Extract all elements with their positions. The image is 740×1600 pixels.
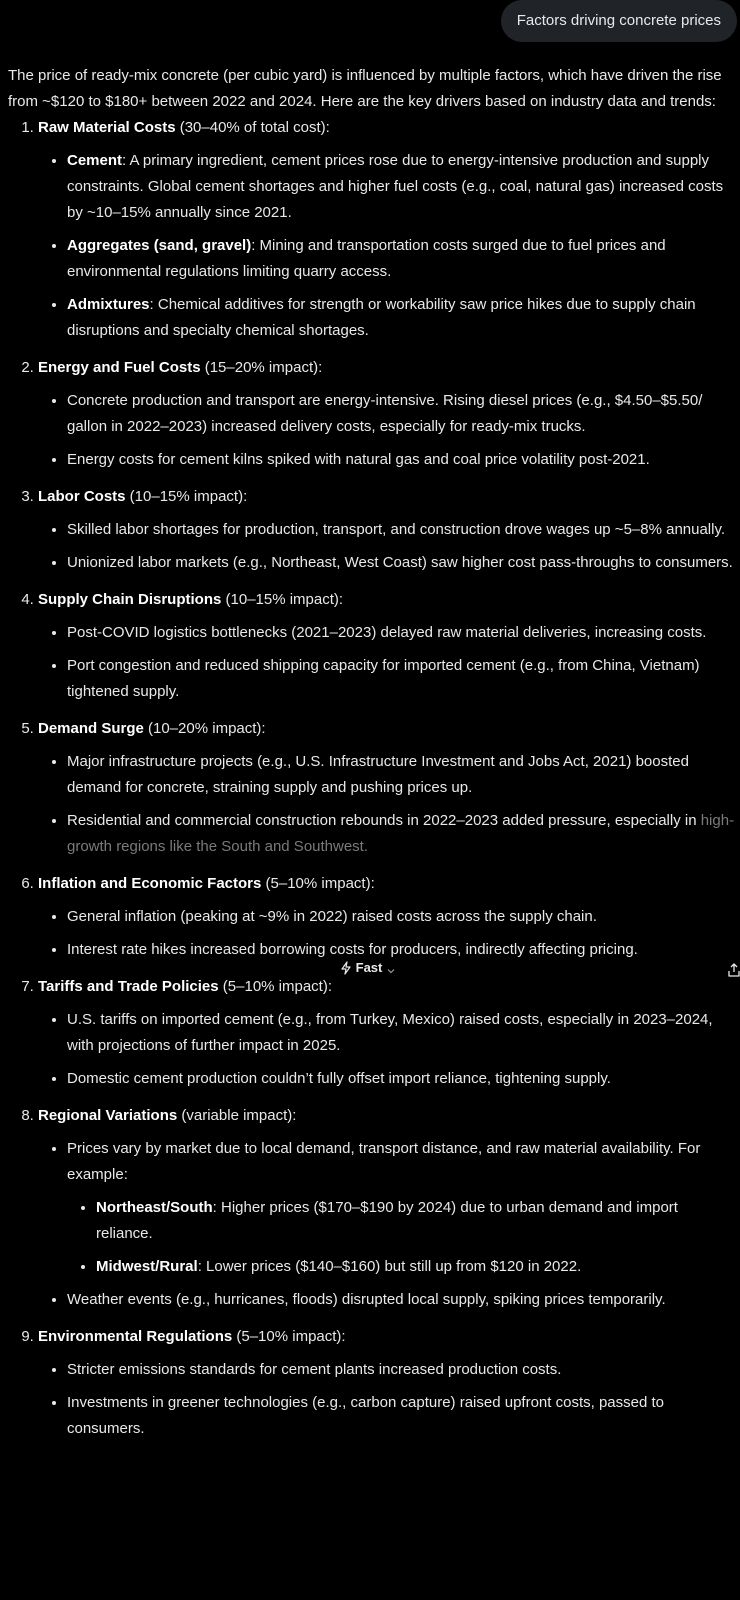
bolt-icon bbox=[340, 961, 352, 975]
section-impact: (5–10% impact): bbox=[232, 1328, 346, 1345]
bullet-item bbox=[67, 550, 736, 576]
bullet-text: General inflation (peaking at ~9% in 2022) raised costs across the supply chain. bbox=[67, 908, 597, 925]
section-heading bbox=[38, 871, 736, 897]
bullet-text: : Chemical additives for strength or workability saw price hikes due to supply chain disruptions and specialty chemical shortages. bbox=[67, 296, 696, 339]
bullet-item bbox=[67, 517, 736, 543]
factor-section bbox=[38, 355, 736, 473]
assistant-response bbox=[8, 63, 736, 1453]
section-title: Inflation and Economic Factors bbox=[38, 875, 262, 892]
factor-section bbox=[38, 974, 736, 1092]
section-impact: (10–15% impact): bbox=[221, 591, 344, 608]
factor-section bbox=[38, 484, 736, 576]
factor-section bbox=[38, 1324, 736, 1442]
bullet-text: Unionized labor markets (e.g., Northeast, West Coast) saw higher cost pass-throughs to consumers. bbox=[67, 554, 733, 571]
bullet-item bbox=[67, 1357, 736, 1383]
bullet-item bbox=[67, 148, 736, 226]
bullet-text: Concrete production and transport are energy-intensive. Rising diesel prices (e.g., $4.50–$5.50/ gallon in 2022–2023) increased delivery costs, especially for ready-mix trucks. bbox=[67, 392, 703, 435]
bullet-lead: Aggregates (sand, gravel) bbox=[67, 237, 252, 254]
bullet-list bbox=[38, 388, 736, 473]
chevron-down-icon bbox=[386, 967, 396, 975]
bullet-list bbox=[38, 1357, 736, 1442]
bullet-text: : Mining and transportation costs surged due to fuel prices and environmental regulations limiting quarry access. bbox=[67, 237, 666, 280]
bullet-item bbox=[67, 292, 736, 344]
bullet-text-faded: high-growth regions like the South and Southwest. bbox=[67, 812, 735, 855]
bullet-text: Skilled labor shortages for production, transport, and construction drove wages up ~5–8% annually. bbox=[67, 521, 726, 538]
bullet-text: Domestic cement production couldn’t fully offset import reliance, tightening supply. bbox=[67, 1070, 611, 1087]
bullet-list bbox=[38, 148, 736, 344]
bullet-item bbox=[67, 447, 736, 473]
bullet-text: Major infrastructure projects (e.g., U.S. Infrastructure Investment and Jobs Act, 2021) boosted demand for concrete, straining supply and pushing prices up. bbox=[67, 753, 689, 796]
section-impact: (5–10% impact): bbox=[261, 875, 375, 892]
sub-bullet-item bbox=[96, 1195, 736, 1247]
bullet-list bbox=[38, 1136, 736, 1313]
bullet-list bbox=[38, 749, 736, 860]
share-button[interactable] bbox=[728, 961, 740, 977]
bullet-text: Residential and commercial construction rebounds in 2022–2023 added pressure, especially in bbox=[67, 812, 701, 829]
bullet-text: Port congestion and reduced shipping capacity for imported cement (e.g., from China, Vietnam) tightened supply. bbox=[67, 657, 700, 700]
bullet-text: Energy costs for cement kilns spiked with natural gas and coal price volatility post-2021. bbox=[67, 451, 650, 468]
bullet-text: Prices vary by market due to local demand, transport distance, and raw material availability. For example: bbox=[67, 1140, 701, 1183]
bullet-lead: Admixtures bbox=[67, 296, 150, 313]
share-icon bbox=[728, 962, 740, 978]
section-title: Raw Material Costs bbox=[38, 119, 176, 136]
bullet-text: Weather events (e.g., hurricanes, floods) disrupted local supply, spiking prices temporarily. bbox=[67, 1291, 666, 1308]
section-heading bbox=[38, 1103, 736, 1129]
bullet-list bbox=[38, 620, 736, 705]
section-impact: (10–15% impact): bbox=[125, 488, 248, 505]
mode-selector[interactable] bbox=[340, 958, 396, 978]
section-title: Regional Variations bbox=[38, 1107, 178, 1124]
user-message-bubble: Factors driving concrete prices bbox=[501, 0, 737, 42]
factor-section bbox=[38, 1103, 736, 1313]
bullet-item bbox=[67, 620, 736, 646]
bullet-item bbox=[67, 1007, 736, 1059]
section-heading bbox=[38, 1324, 736, 1350]
bullet-text: : Higher prices ($170–$190 by 2024) due to urban demand and import reliance. bbox=[96, 1199, 678, 1242]
factor-list bbox=[8, 115, 736, 1442]
bullet-text: U.S. tariffs on imported cement (e.g., from Turkey, Mexico) raised costs, especially in 2023–2024, with projections of further impact in 2025. bbox=[67, 1011, 713, 1054]
section-title: Energy and Fuel Costs bbox=[38, 359, 201, 376]
section-title: Demand Surge bbox=[38, 720, 144, 737]
bullet-item bbox=[67, 1287, 736, 1313]
bullet-item bbox=[67, 653, 736, 705]
bullet-list bbox=[38, 517, 736, 576]
bullet-text: Interest rate hikes increased borrowing costs for producers, indirectly affecting pricing. bbox=[67, 941, 638, 958]
bullet-item bbox=[67, 388, 736, 440]
mode-label: Fast bbox=[355, 960, 383, 975]
response-intro: The price of ready-mix concrete (per cubic yard) is influenced by multiple factors, which have driven the rise from ~$120 to $180+ between 2022 and 2024. Here are the key drivers based on industry data and trends: bbox=[8, 67, 722, 110]
bullet-item bbox=[67, 904, 736, 930]
factor-section bbox=[38, 115, 736, 344]
bullet-text: : A primary ingredient, cement prices rose due to energy-intensive production and supply constraints. Global cement shortages and higher fuel costs (e.g., coal, natural gas) increased costs by ~10–15% annually since 2021. bbox=[67, 152, 724, 221]
section-impact: (30–40% of total cost): bbox=[175, 119, 330, 136]
bullet-item bbox=[67, 1136, 736, 1280]
bullet-list bbox=[38, 904, 736, 963]
bullet-text: Post-COVID logistics bottlenecks (2021–2023) delayed raw material deliveries, increasing costs. bbox=[67, 624, 707, 641]
section-heading bbox=[38, 484, 736, 510]
section-impact: (5–10% impact): bbox=[218, 978, 333, 995]
section-title: Supply Chain Disruptions bbox=[38, 591, 222, 608]
factor-section bbox=[38, 716, 736, 860]
sub-bullet-list bbox=[67, 1195, 736, 1280]
bullet-list bbox=[38, 1007, 736, 1092]
bullet-text: Stricter emissions standards for cement plants increased production costs. bbox=[67, 1361, 562, 1378]
factor-section bbox=[38, 871, 736, 963]
bullet-text: Investments in greener technologies (e.g., carbon capture) raised upfront costs, passed to consumers. bbox=[67, 1394, 664, 1437]
section-heading bbox=[38, 355, 736, 381]
section-heading bbox=[38, 587, 736, 613]
bullet-lead: Northeast/South bbox=[96, 1199, 213, 1216]
section-impact: (variable impact): bbox=[177, 1107, 297, 1124]
section-impact: (15–20% impact): bbox=[200, 359, 323, 376]
section-title: Labor Costs bbox=[38, 488, 126, 505]
section-heading bbox=[38, 115, 736, 141]
bullet-item bbox=[67, 937, 736, 963]
section-heading bbox=[38, 716, 736, 742]
bullet-lead: Cement bbox=[67, 152, 123, 169]
bullet-item bbox=[67, 1066, 736, 1092]
bullet-text: : Lower prices ($140–$160) but still up from $120 in 2022. bbox=[197, 1258, 582, 1275]
section-impact: (10–20% impact): bbox=[143, 720, 266, 737]
bullet-lead: Midwest/Rural bbox=[96, 1258, 198, 1275]
bullet-item bbox=[67, 749, 736, 801]
bullet-item bbox=[67, 1390, 736, 1442]
sub-bullet-item bbox=[96, 1254, 736, 1280]
section-title: Tariffs and Trade Policies bbox=[38, 978, 219, 995]
bullet-item bbox=[67, 233, 736, 285]
bullet-item bbox=[67, 808, 736, 860]
factor-section bbox=[38, 587, 736, 705]
section-title: Environmental Regulations bbox=[38, 1328, 233, 1345]
